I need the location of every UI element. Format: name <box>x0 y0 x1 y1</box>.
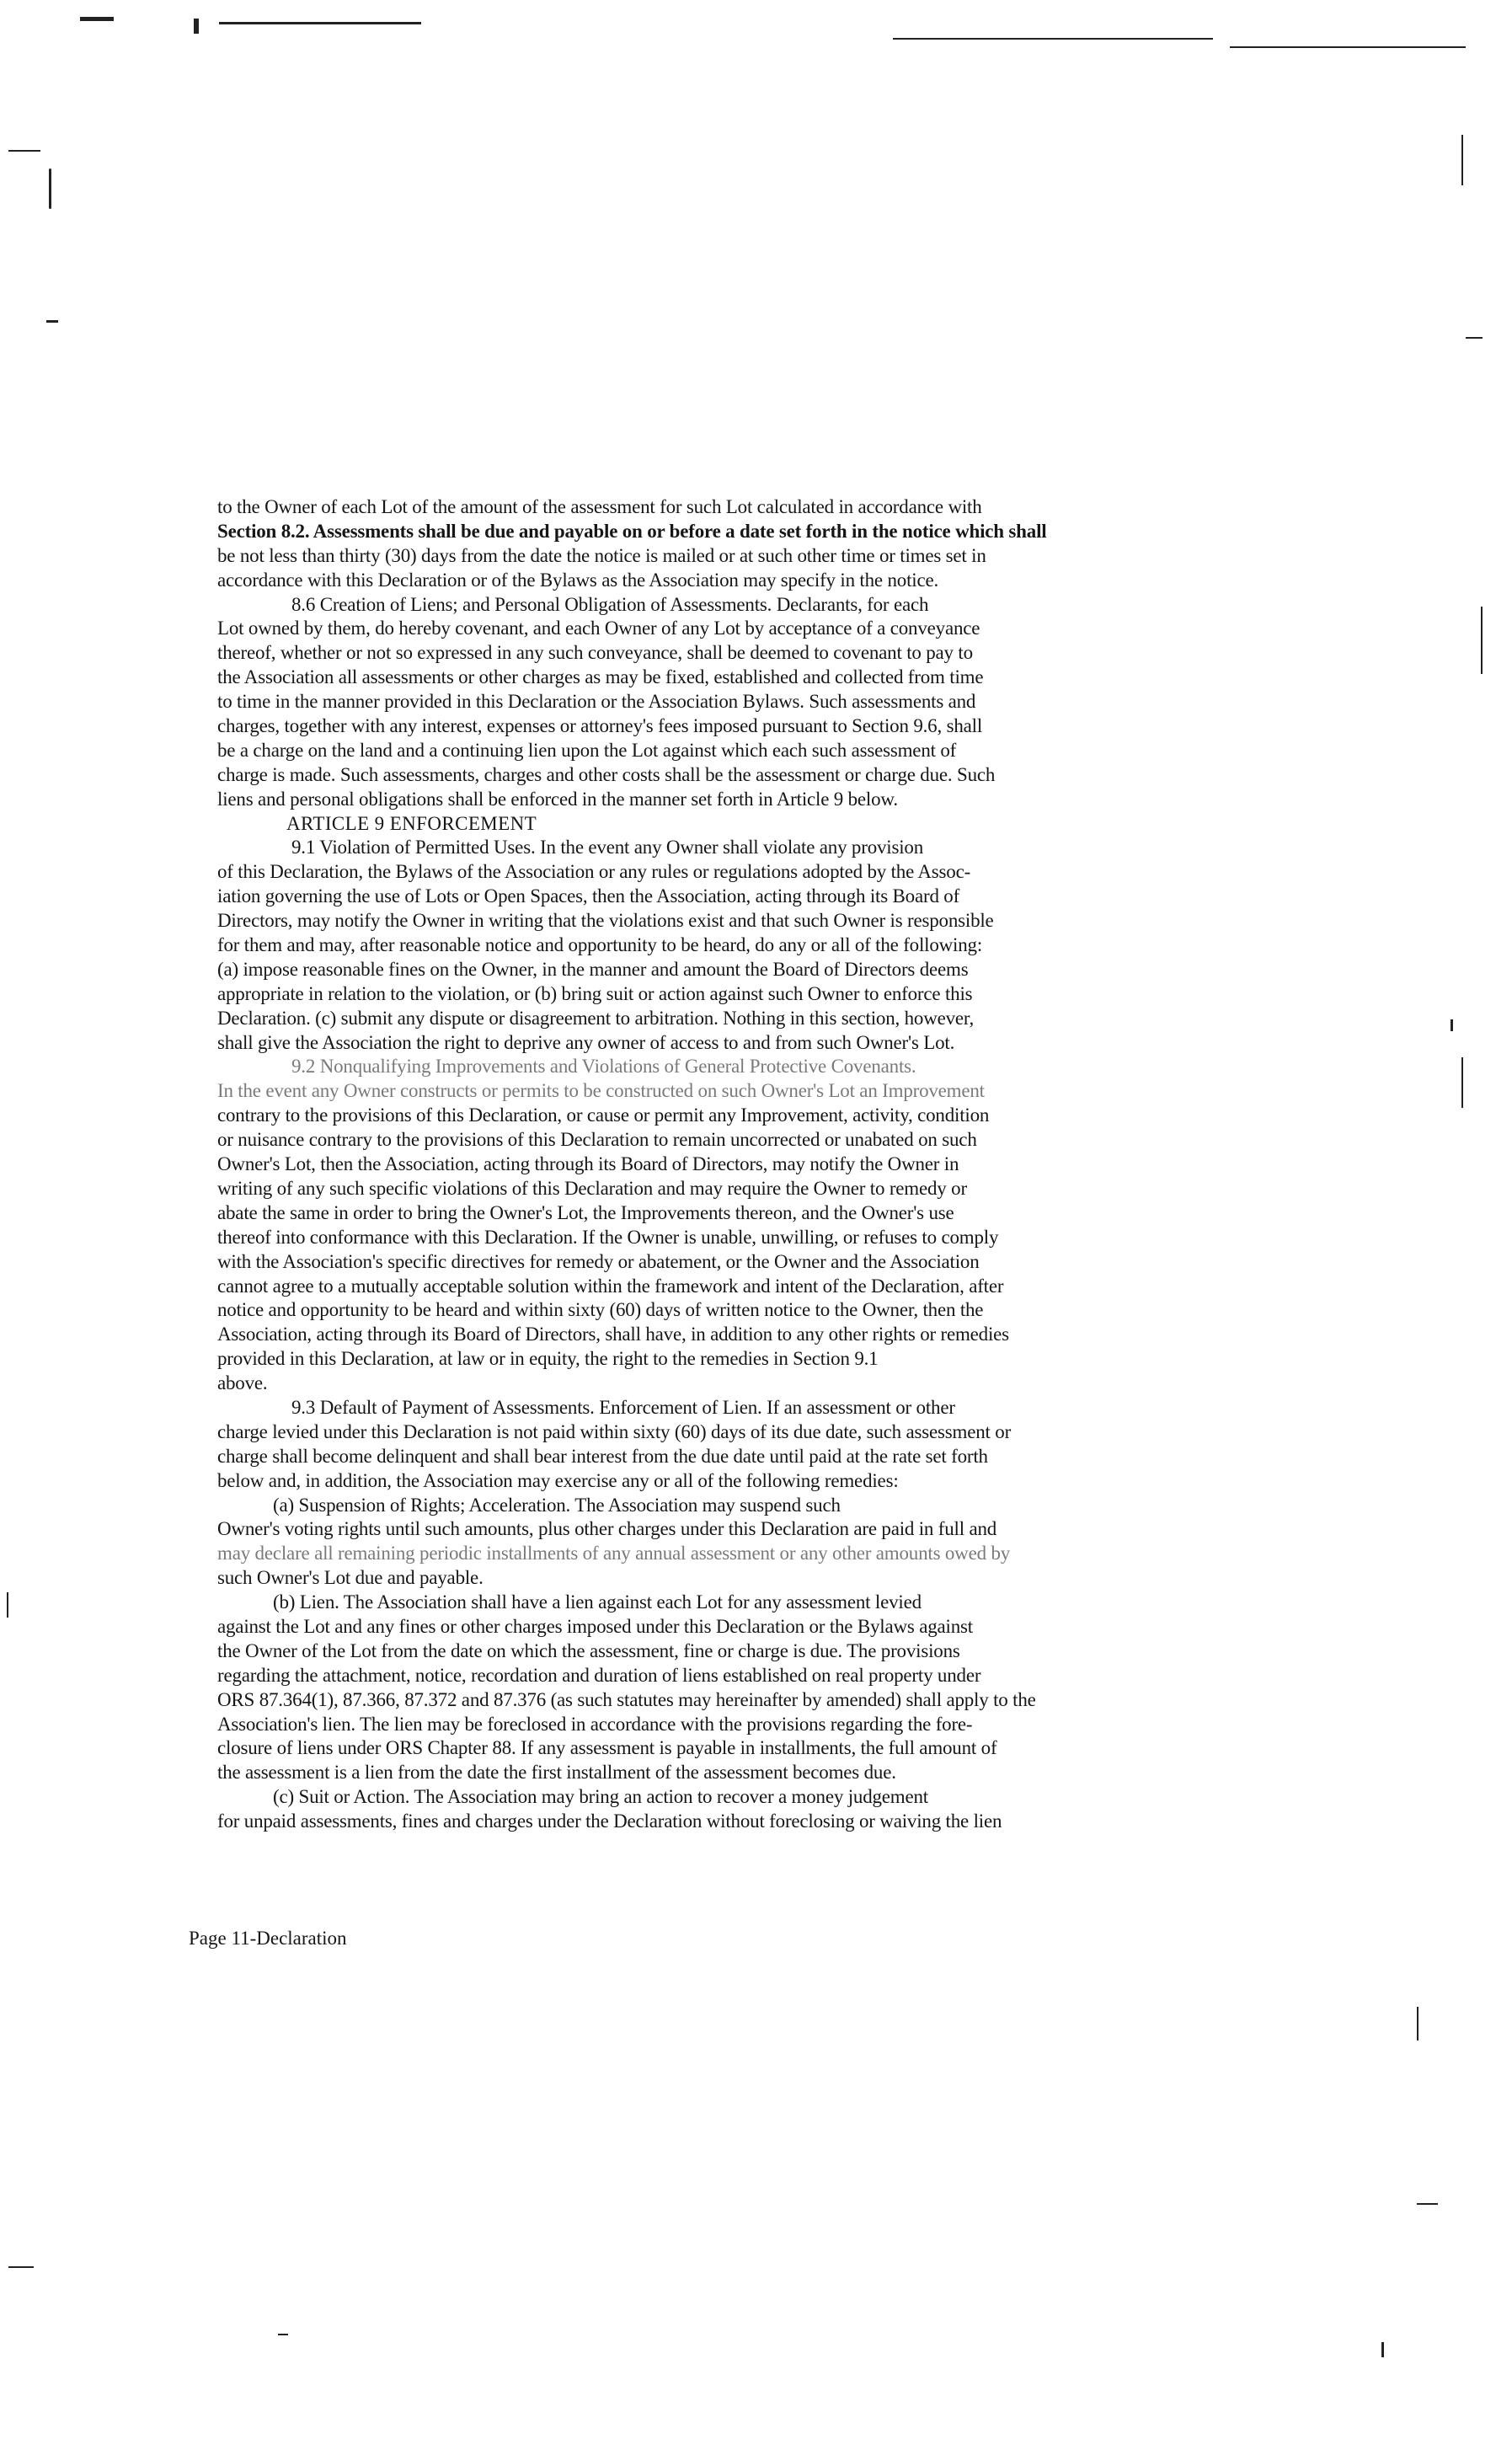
text-line: the assessment is a lien from the date the first installment of the assessment becomes due. <box>217 1762 896 1784</box>
scan-artifact <box>1461 1057 1463 1108</box>
scan-artifact <box>1381 2342 1384 2357</box>
text-line: closure of liens under ORS Chapter 88. If any assessment is payable in installments, the full amount of <box>217 1737 997 1759</box>
text-line: the Association all assessments or other charges as may be fixed, established and collected from time <box>217 666 984 688</box>
scan-artifact <box>1466 337 1483 339</box>
text-line: to time in the manner provided in this Declaration or the Association Bylaws. Such assessments and <box>217 691 976 713</box>
scan-artifact <box>1230 46 1466 48</box>
text-line: iation governing the use of Lots or Open Spaces, then the Association, acting through its Board of <box>217 885 960 907</box>
text-line: In the event any Owner constructs or permits to be constructed on such Owner's Lot an Improvement <box>217 1080 985 1102</box>
text-line: liens and personal obligations shall be enforced in the manner set forth in Article 9 below. <box>217 788 898 810</box>
text-line: against the Lot and any fines or other charges imposed under this Declaration or the Bylaws against <box>217 1615 973 1637</box>
text-line: accordance with this Declaration or of the Bylaws as the Association may specify in the notice. <box>217 569 939 591</box>
text-line: to the Owner of each Lot of the amount of the assessment for such Lot calculated in accordance with <box>217 496 982 517</box>
text-line: 8.6 Creation of Liens; and Personal Obligation of Assessments. Declarants, for each <box>291 593 929 615</box>
text-line: for unpaid assessments, fines and charges under the Declaration without foreclosing or waiving the lien <box>217 1810 1002 1832</box>
text-line: be a charge on the land and a continuing lien upon the Lot against which each such assessment of <box>217 739 957 761</box>
text-line: Owner's Lot, then the Association, acting through its Board of Directors, may notify the Owner in <box>217 1153 959 1175</box>
text-line: with the Association's specific directives for remedy or abatement, or the Owner and the Association <box>217 1250 980 1272</box>
scan-artifact <box>219 22 421 24</box>
scan-artifact <box>49 168 51 209</box>
text-line: Directors, may notify the Owner in writing that the violations exist and that such Owner is responsible <box>217 910 994 932</box>
text-line: or nuisance contrary to the provisions of this Declaration to remain uncorrected or unabated on such <box>217 1129 977 1151</box>
text-line: may declare all remaining periodic installments of any annual assessment or any other amounts owed by <box>217 1543 1011 1564</box>
text-line: 9.1 Violation of Permitted Uses. In the event any Owner shall violate any provision <box>291 837 924 858</box>
page-footer: Page 11-Declaration <box>189 1928 347 1949</box>
text-line: notice and opportunity to be heard and within sixty (60) days of written notice to the Owner, then the <box>217 1299 984 1321</box>
text-line: Owner's voting rights until such amounts, plus other charges under this Declaration are paid in full and <box>217 1518 997 1540</box>
text-line: Declaration. (c) submit any dispute or disagreement to arbitration. Nothing in this section, however, <box>217 1007 975 1029</box>
text-line: 9.3 Default of Payment of Assessments. Enforcement of Lien. If an assessment or other <box>291 1396 955 1418</box>
scan-artifact <box>1481 607 1483 674</box>
text-line: regarding the attachment, notice, recordation and duration of liens established on real property under <box>217 1664 981 1686</box>
text-line: thereof, whether or not so expressed in any such conveyance, shall be deemed to covenant to pay to <box>217 642 973 664</box>
text-line: such Owner's Lot due and payable. <box>217 1567 484 1589</box>
text-line: ORS 87.364(1), 87.366, 87.372 and 87.376 (as such statutes may hereinafter by amended) shall apply to the <box>217 1688 1036 1710</box>
text-line: contrary to the provisions of this Declaration, or cause or permit any Improvement, activity, condition <box>217 1104 990 1126</box>
text-line: writing of any such specific violations of this Declaration and may require the Owner to remedy or <box>217 1177 967 1199</box>
scan-artifact <box>1461 135 1463 185</box>
declaration-body-text <box>217 495 1161 1834</box>
scan-artifact <box>8 150 40 152</box>
scan-artifact <box>1417 2007 1419 2040</box>
text-line: of this Declaration, the Bylaws of the Association or any rules or regulations adopted by the Assoc- <box>217 861 971 883</box>
text-line: the Owner of the Lot from the date on which the assessment, fine or charge is due. The provisions <box>217 1639 960 1661</box>
text-line: charge levied under this Declaration is not paid within sixty (60) days of its due date, such assessment or <box>217 1420 1012 1442</box>
text-line: above. <box>217 1372 268 1394</box>
text-line: abate the same in order to bring the Owner's Lot, the Improvements thereon, and the Owner's use <box>217 1201 954 1223</box>
text-line: Association's lien. The lien may be foreclosed in accordance with the provisions regarding the fore- <box>217 1713 973 1735</box>
scan-artifact <box>1451 1019 1453 1031</box>
text-line: (b) Lien. The Association shall have a lien against each Lot for any assessment levied <box>273 1591 922 1613</box>
scan-artifact <box>8 2266 34 2268</box>
text-line: charge shall become delinquent and shall bear interest from the due date until paid at the rate set forth <box>217 1445 988 1467</box>
text-line: provided in this Declaration, at law or in equity, the right to the remedies in Section 9.1 <box>217 1348 879 1370</box>
text-line: cannot agree to a mutually acceptable solution within the framework and intent of the Declaration, after <box>217 1275 1004 1297</box>
scan-artifact <box>7 1592 8 1618</box>
scan-artifact <box>46 320 58 323</box>
text-line: charges, together with any interest, expenses or attorney's fees imposed pursuant to Section 9.6, shall <box>217 715 983 737</box>
text-line: be not less than thirty (30) days from the date the notice is mailed or at such other time or times set in <box>217 544 986 566</box>
text-line: below and, in addition, the Association may exercise any or all of the following remedies: <box>217 1469 899 1491</box>
text-line: appropriate in relation to the violation, or (b) bring suit or action against such Owner to enforce this <box>217 982 973 1004</box>
scan-artifact <box>80 17 114 21</box>
text-line: Lot owned by them, do hereby covenant, and each Owner of any Lot by acceptance of a conveyance <box>217 618 980 639</box>
text-line: ARTICLE 9 ENFORCEMENT <box>286 812 537 834</box>
text-line: Section 8.2. Assessments shall be due and payable on or before a date set forth in the notice which shall <box>217 520 1047 542</box>
scan-artifact <box>1417 2203 1438 2205</box>
scan-artifact <box>893 38 1213 40</box>
text-line: (c) Suit or Action. The Association may bring an action to recover a money judgement <box>273 1786 928 1808</box>
text-line: (a) impose reasonable fines on the Owner, in the manner and amount the Board of Directors deems <box>217 958 969 980</box>
text-line: charge is made. Such assessments, charges and other costs shall be the assessment or charge due. Such <box>217 763 996 785</box>
text-line: thereof into conformance with this Declaration. If the Owner is unable, unwilling, or refuses to comply <box>217 1226 999 1248</box>
text-line: (a) Suspension of Rights; Acceleration. The Association may suspend such <box>273 1494 841 1516</box>
text-line: 9.2 Nonqualifying Improvements and Violations of General Protective Covenants. <box>291 1056 916 1078</box>
scan-artifact <box>278 2334 288 2335</box>
text-line: Association, acting through its Board of Directors, shall have, in addition to any other rights or remedies <box>217 1324 1009 1345</box>
scan-artifact <box>194 19 199 34</box>
text-line: shall give the Association the right to deprive any owner of access to and from such Owner's Lot. <box>217 1031 955 1053</box>
text-line: for them and may, after reasonable notice and opportunity to be heard, do any or all of the following: <box>217 934 983 956</box>
